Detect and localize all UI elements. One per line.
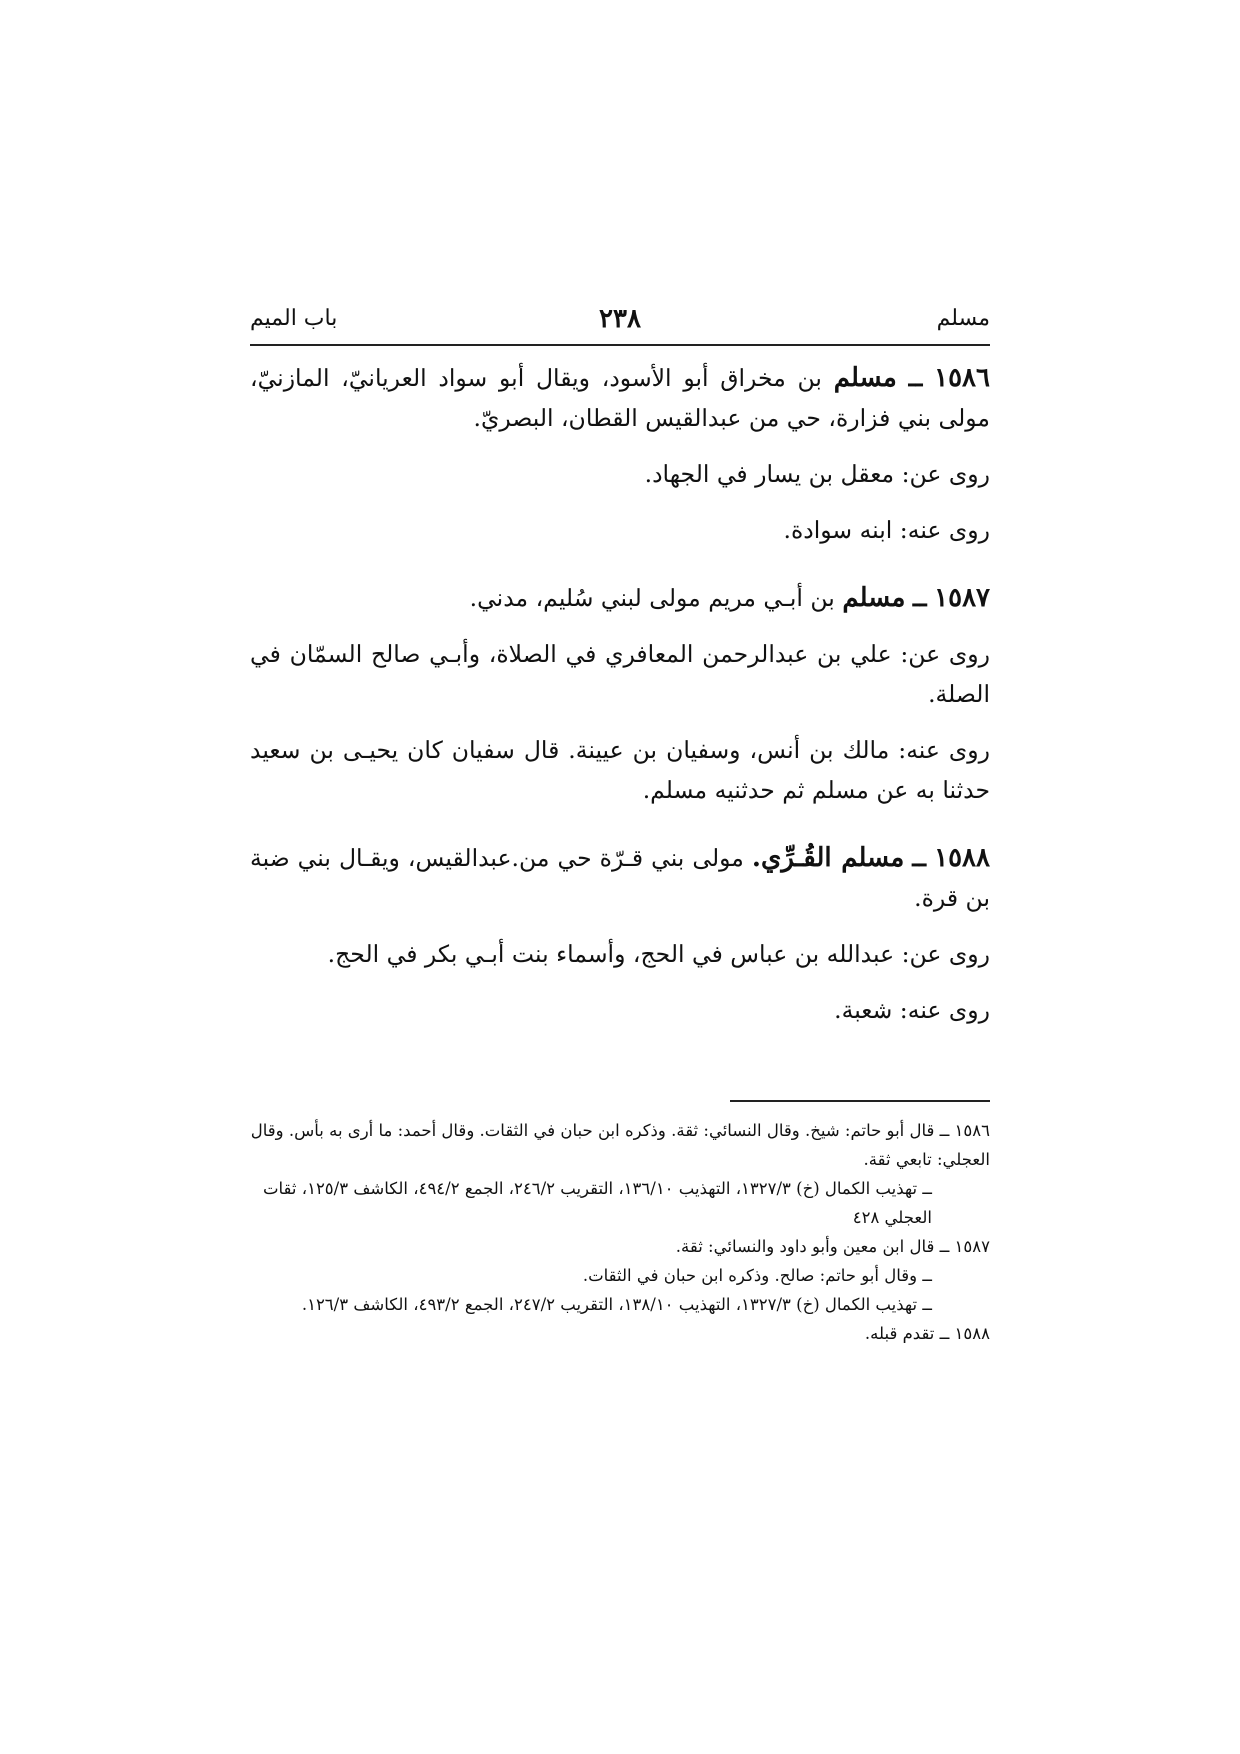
entry-number: ١٥٨٨ [934, 843, 990, 873]
entry-number: ١٥٨٦ [934, 363, 990, 393]
footnotes [250, 1116, 990, 1348]
entry-name: مسلم [842, 583, 906, 613]
footnote-separator [730, 1100, 990, 1102]
entry-lead-text: بن مخراق أبو الأسود، ويقال أبو سواد العريانيّ، المازنيّ، مولى بني فزارة، حي من عبدالقيس القطان، البصريّ. [250, 364, 990, 432]
narrated-by: روى عنه: ابنه سوادة. [783, 516, 990, 544]
footnote: ــ تهذيب الكمال (خ) ١٣٢٧/٣، التهذيب ١٣٦/١٠، التقريب ٢٤٦/٢، الجمع ٤٩٤/٢، الكاشف ١٢٥/٣، ثقات العجلي ٤٢٨ [263, 1179, 932, 1227]
entry-dash: ــ [908, 364, 923, 392]
entry-1587 [250, 578, 990, 810]
entry-name: مسلم القُـرِّي. [751, 843, 905, 873]
footnote: ــ تهذيب الكمال (خ) ١٣٢٧/٣، التهذيب ١٣٨/١٠، التقريب ٢٤٧/٢، الجمع ٤٩٣/٢، الكاشف ١٢٦/٣. [301, 1295, 932, 1314]
narrated-from: روى عن: معقل بن يسار في الجهاد. [644, 460, 990, 488]
running-head-right: مسلم [936, 306, 990, 331]
page-number: ٢٣٨ [599, 304, 641, 334]
entry-1586 [250, 358, 990, 550]
running-head [250, 300, 990, 346]
narrated-from: روى عن: علي بن عبدالرحمن المعافري في الصلاة، وأبـي صالح السمّان في الصلة. [250, 640, 990, 708]
narrated-by: روى عنه: شعبة. [834, 996, 990, 1024]
entry-lead-text: مولى بني قـرّة حي من.عبدالقيس، ويقـال بني ضبة بن قرة. [250, 844, 990, 912]
entry-number: ١٥٨٧ [934, 583, 990, 613]
footnote: ١٥٨٨ ــ تقدم قبله. [864, 1324, 990, 1343]
entry-dash: ــ [912, 844, 927, 872]
narrated-from: روى عن: عبدالله بن عباس في الحج، وأسماء بنت أبـي بكر في الحج. [327, 940, 990, 968]
entry-1588 [250, 838, 990, 1030]
footnote: ١٥٨٦ ــ قال أبو حاتم: شيخ. وقال النسائي: ثقة. وذكره ابن حبان في الثقات. وقال أحمد: ما أرى به بأس. وقال العجلي: تابعي ثقة. [250, 1121, 990, 1169]
book-page [250, 300, 990, 1348]
entry-lead-text: بن أبـي مريم مولى لبني سُليم، مدني. [469, 584, 835, 612]
entry-name: مسلم [833, 363, 897, 393]
entry-lead [250, 358, 990, 438]
running-head-left: باب الميم [250, 306, 338, 331]
entry-dash: ــ [912, 584, 927, 612]
entry-lead [250, 838, 990, 918]
entry-lead [250, 578, 990, 618]
narrated-by: روى عنه: مالك بن أنس، وسفيان بن عيينة. قال سفيان كان يحيـى بن سعيد حدثنا به عن مسلم ثم حدثنيه مسلم. [250, 736, 990, 804]
footnote: ــ وقال أبو حاتم: صالح. وذكره ابن حبان في الثقات. [582, 1266, 932, 1285]
footnote: ١٥٨٧ ــ قال ابن معين وأبو داود والنسائي: ثقة. [675, 1237, 990, 1256]
